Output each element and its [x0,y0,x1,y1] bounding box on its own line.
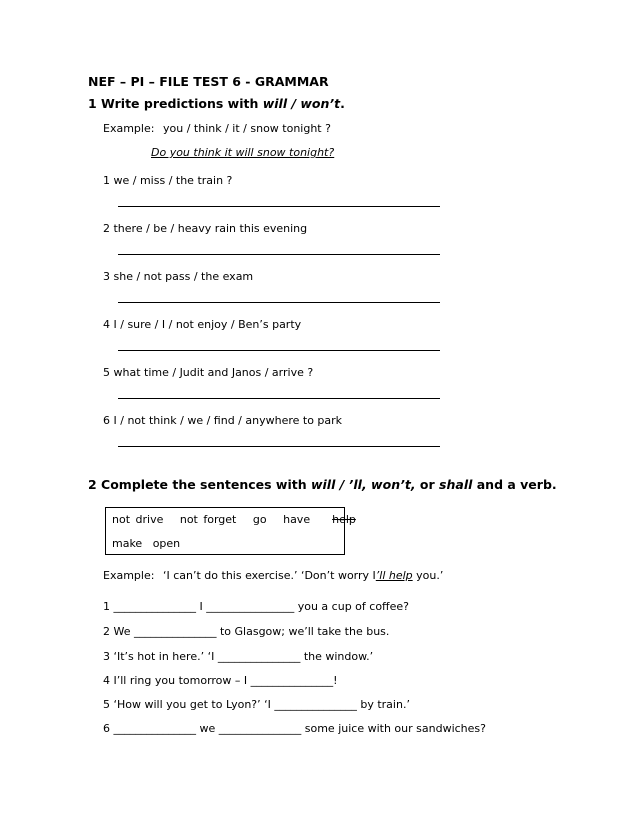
section2-item-2: 2 We _______________ to Glasgow; we’ll take the bus. [103,625,390,638]
section2-example [163,569,443,582]
word-help-struck: help [332,513,356,526]
section2-item-5: 5 ‘How will you get to Lyon?’ ‘I _______________ by train.’ [103,698,410,711]
answer-line-2[interactable] [118,254,440,255]
section1-heading [88,96,345,111]
page-title: NEF – PI – FILE TEST 6 - GRAMMAR [88,74,329,89]
section2-item-1: 1 _______________ I ________________ you a cup of coffee? [103,600,410,613]
section1-heading-emphasis: will / won’t [262,96,341,111]
section1-item-2: 2 there / be / heavy rain this evening [103,222,308,235]
answer-line-6[interactable] [118,446,440,447]
section2-heading [88,477,557,492]
section1-item-1: 1 we / miss / the train ? [103,174,233,187]
section1-item-4: 4 I / sure / I / not enjoy / Ben’s party [103,318,302,331]
section1-heading-suffix: . [340,96,345,111]
word-have: have [283,513,311,526]
section1-heading-prefix: 1 Write predictions with [88,96,263,111]
section1-item-3: 3 she / not pass / the exam [103,270,254,283]
answer-line-4[interactable] [118,350,440,351]
word-go: go [252,513,267,526]
section1-example-answer: Do you think it will snow tonight? [151,146,335,159]
section1-item-6: 6 I / not think / we / find / anywhere to park [103,414,343,427]
answer-line-5[interactable] [118,398,440,399]
answer-line-1[interactable] [118,206,440,207]
section2-heading-prefix: 2 Complete the sentences with [88,477,311,492]
word-not-forget: not forget [179,513,237,526]
section2-example-pre: ‘I can’t do this exercise.’ ‘Don’t worry I [163,569,376,582]
answer-line-3[interactable] [118,302,440,303]
section2-example-label: Example: [103,569,155,582]
section1-example-label: Example: [103,122,155,135]
section2-heading-mid: or [415,477,440,492]
section2-example-answer: ’ll help [375,569,413,582]
section2-heading-emphasis-1: will / ’ll, won’t, [310,477,416,492]
section2-item-4: 4 I’ll ring you tomorrow – I _______________! [103,674,338,687]
section1-item-5: 5 what time / Judit and Janos / arrive ? [103,366,314,379]
section2-example-post: you.’ [412,569,444,582]
section2-heading-suffix: and a verb. [472,477,557,492]
word-not-drive: not drive [112,513,164,526]
section2-heading-emphasis-2: shall [439,477,473,492]
section2-item-3: 3 ‘It’s hot in here.’ ‘I _______________ the window.’ [103,650,374,663]
word-box-line-2: make open [112,537,181,550]
section2-item-6: 6 _______________ we _______________ some juice with our sandwiches? [103,722,486,735]
section1-example-prompt: you / think / it / snow tonight ? [163,122,331,135]
word-box-line-1 [112,513,356,526]
